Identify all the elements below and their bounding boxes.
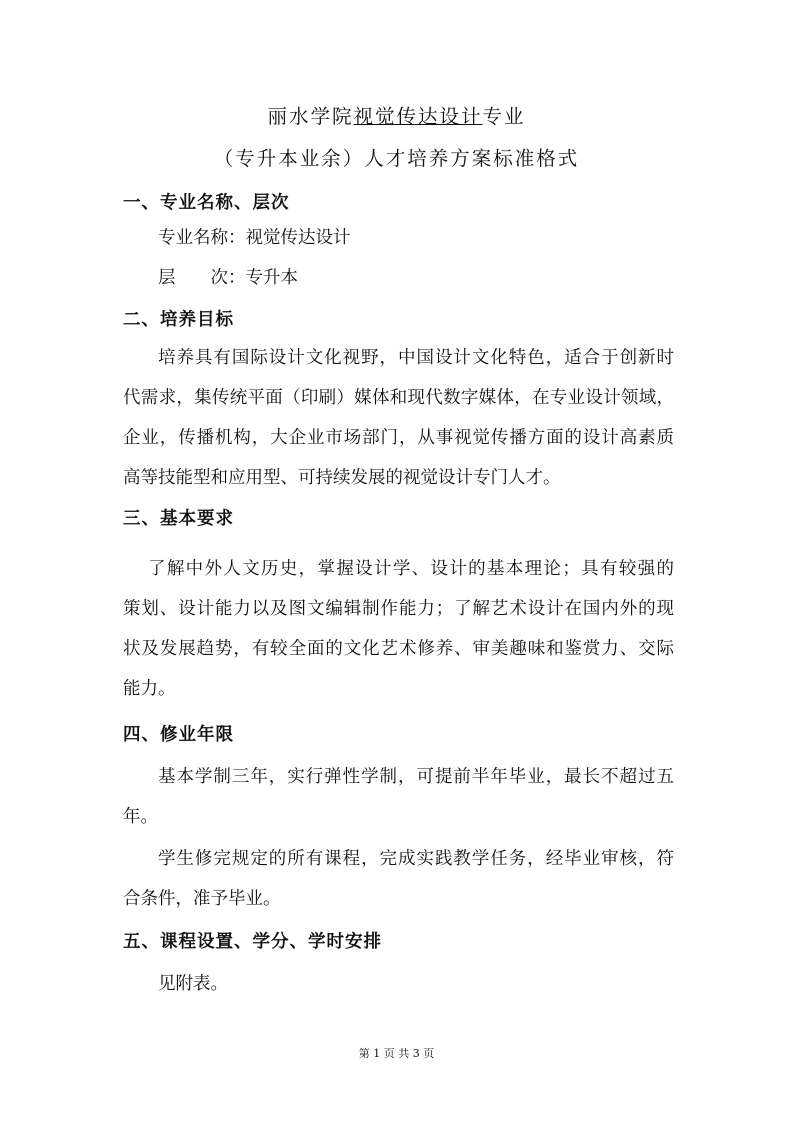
page-footer: 第 1 页 共 3 页 xyxy=(358,1047,435,1060)
paragraph-line: 代需求，集传统平面（印刷）媒体和现代数字媒体，在专业设计领域， xyxy=(123,388,674,408)
paragraph-line: 培养具有国际设计文化视野，中国设计文化特色，适合于创新时 xyxy=(158,348,674,368)
title-major: 视觉传达设计 xyxy=(353,105,483,128)
section-heading: 五、课程设置、学分、学时安排 xyxy=(123,932,382,952)
paragraph-line: 基本学制三年，实行弹性学制，可提前半年毕业，最长不超过五 xyxy=(158,767,674,787)
section-heading: 三、基本要求 xyxy=(123,509,234,529)
paragraph-line: 见附表。 xyxy=(158,974,228,994)
paragraph-line: 层 次：专升本 xyxy=(158,268,298,288)
paragraph-line: 合条件，准予毕业。 xyxy=(123,889,281,909)
paragraph-line: 年。 xyxy=(123,807,158,827)
paragraph-line: 专业名称：视觉传达设计 xyxy=(158,228,351,248)
paragraph-line: 了解中外人文历史，掌握设计学、设计的基本理论；具有较强的 xyxy=(148,559,674,579)
title-prefix: 丽水学院 xyxy=(267,105,354,128)
document-subtitle: （专升本业余）人才培养方案标准格式 xyxy=(213,147,580,170)
section-heading: 一、专业名称、层次 xyxy=(123,193,290,213)
paragraph-line: 状及发展趋势，有较全面的文化艺术修养、审美趣味和鉴赏力、交际 xyxy=(123,639,674,659)
paragraph-line: 企业，传播机构，大企业市场部门，从事视觉传播方面的设计高素质 xyxy=(123,428,674,448)
document-title xyxy=(0,105,793,129)
title-suffix: 专业 xyxy=(482,105,526,128)
paragraph-line: 能力。 xyxy=(123,679,176,699)
section-heading: 二、培养目标 xyxy=(123,310,234,330)
paragraph-line: 策划、设计能力以及图文编辑制作能力；了解艺术设计在国内外的现 xyxy=(123,599,674,619)
section-heading: 四、修业年限 xyxy=(123,725,234,745)
paragraph-line: 学生修完规定的所有课程，完成实践教学任务，经毕业审核，符 xyxy=(158,849,674,869)
paragraph-line: 高等技能型和应用型、可持续发展的视觉设计专门人才。 xyxy=(123,468,561,488)
